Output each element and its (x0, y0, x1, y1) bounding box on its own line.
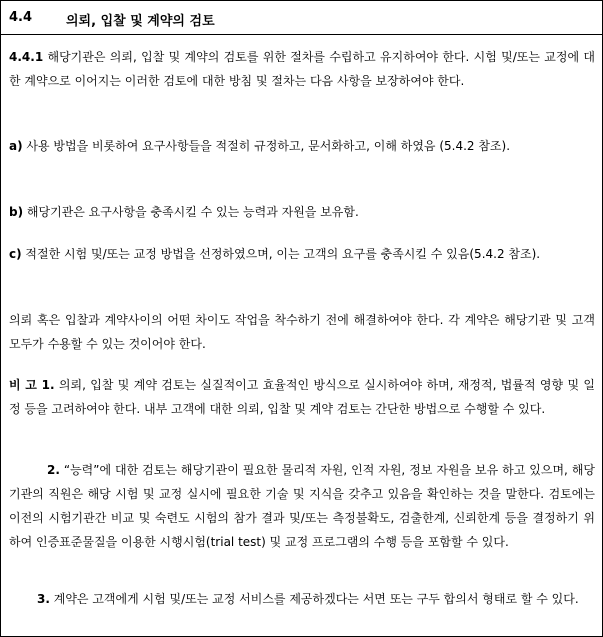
section-header (1, 1, 602, 35)
section-number: 4.4 (9, 10, 33, 25)
clause-4-4-1 (9, 45, 595, 93)
note-3-label: 3. (37, 592, 50, 606)
list-item-b (9, 200, 603, 224)
note-2-label: 2. (47, 463, 60, 477)
clause-text: 해당기관은 의뢰, 입찰 및 계약의 검토를 위한 절차를 수립하고 유지하여야 한다. 시험 및/또는 교정에 대한 계약으로 이어지는 이러한 검토에 대한 방침 및 절차는 다음 사항을 보장하여야 한다. (9, 50, 595, 88)
note-2-text: “능력”에 대한 검토는 해당기관이 필요한 물리적 자원, 인적 자원, 정보 자원을 보유 하고 있으며, 해당기관의 직원은 해당 시험 및 교정 실시에 필요한 기술 및 지식을 갖추고 있음을 확인하는 것을 말한다. 검토에는 이전의 시험기관간 비교 및 숙련도 시험의 참가 결과 및/또는 측정불확도, 검출한계, 신뢰한계 등을 결정하기 위하여 인증표준물질을 이용한 시행시험(trial test) 및 교정 프로그램의 수행 등을 포함할 수 있다. (9, 463, 595, 549)
list-item-c (9, 242, 603, 266)
note-3 (9, 587, 595, 611)
list-item-text: 해당기관은 요구사항을 충족시킬 수 있는 능력과 자원을 보유함. (23, 205, 359, 219)
section-title: 의뢰, 입찰 및 계약의 검토 (66, 14, 215, 29)
note-3-text: 계약은 고객에게 시험 및/또는 교정 서비스를 제공하겠다는 서면 또는 구두 합의서 형태로 할 수 있다. (49, 592, 579, 606)
list-item-label: b) (9, 205, 24, 219)
note-2 (9, 458, 595, 554)
note-1 (9, 373, 595, 421)
list-item-label: a) (9, 139, 23, 153)
clause-number: 4.4.1 (9, 50, 44, 64)
note-1-label: 비 고 1. (9, 378, 55, 392)
list-item-text: 사용 방법을 비롯하여 요구사항들을 적절히 규정하고, 문서화하고, 이해 하였음 (5.4.2 참조). (22, 139, 511, 153)
list-item-a (9, 134, 603, 158)
list-item-text: 적절한 시험 및/또는 교정 방법을 선정하였으며, 이는 고객의 요구를 충족시킬 수 있음(5.4.2 참조). (21, 247, 541, 261)
list-item-label: c) (9, 247, 22, 261)
note-1-text: 의뢰, 입찰 및 계약 검토는 실질적이고 효율적인 방식으로 실시하여야 하며, 재정적, 법률적 영향 및 일정 등을 고려하여야 한다. 내부 고객에 대한 의뢰, 입찰 및 계약 검토는 간단한 방법으로 수행할 수 있다. (9, 378, 595, 416)
paragraph-differences: 의뢰 혹은 입찰과 계약사이의 어떤 차이도 작업을 착수하기 전에 해결하여야 한다. 각 계약은 해당기관 및 고객 모두가 수용할 수 있는 것이어야 한다. (9, 313, 595, 351)
